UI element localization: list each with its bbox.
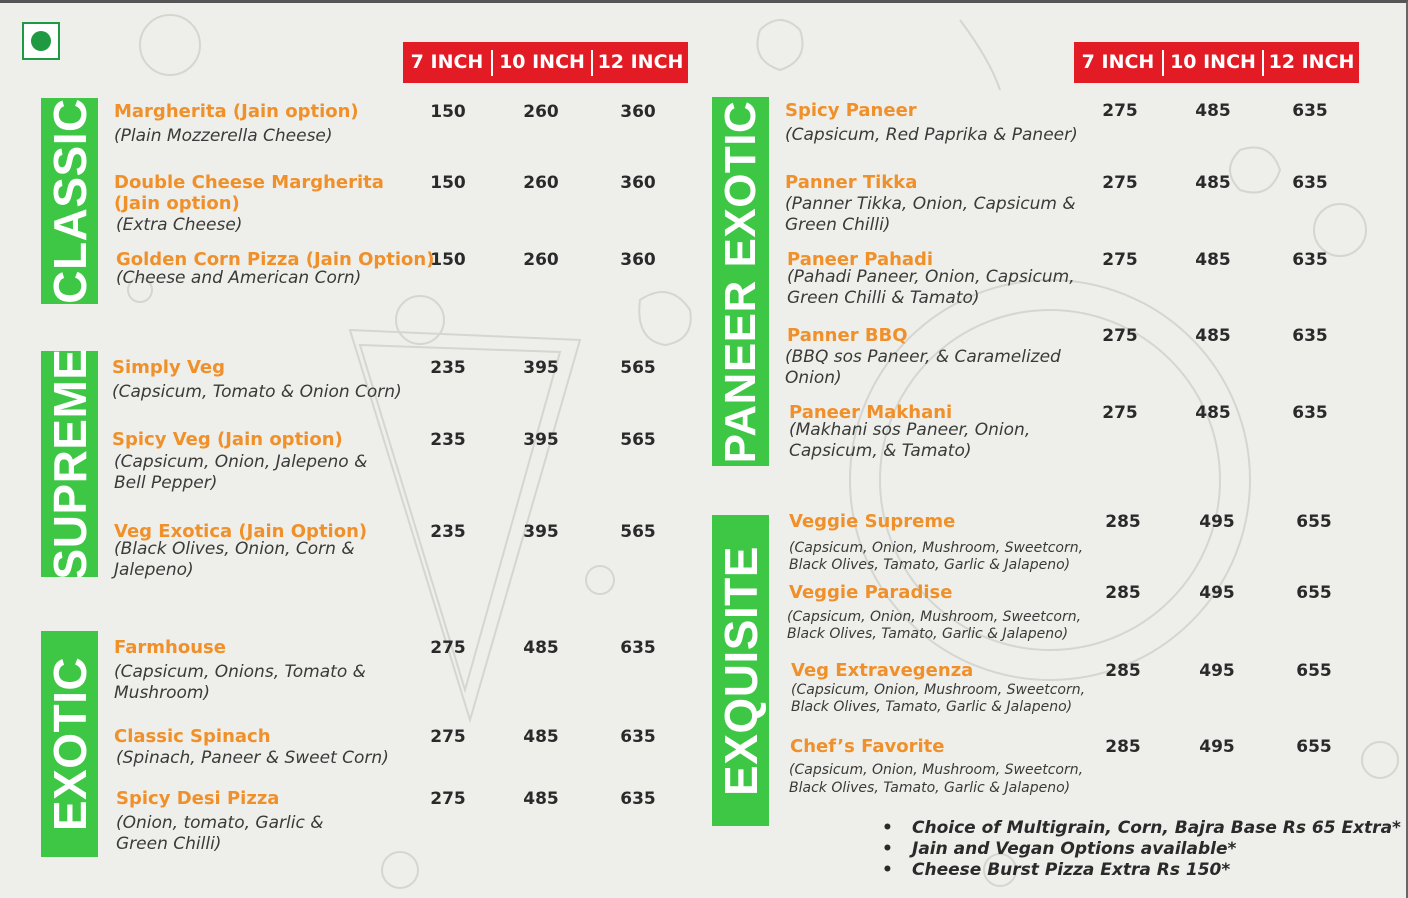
price-12: 565 bbox=[620, 522, 656, 542]
section-band-exquisite bbox=[712, 515, 769, 826]
price-10: 485 bbox=[523, 727, 559, 747]
price-7: 285 bbox=[1105, 737, 1141, 757]
footnote-item bbox=[882, 860, 1401, 881]
menu-item-desc-line2: Black Olives, Tamato, Garlic & Jalapeno) bbox=[791, 699, 1073, 715]
menu-item-name: Double Cheese Margherita bbox=[114, 172, 384, 193]
menu-item-desc: (Black Olives, Onion, Corn & bbox=[114, 539, 355, 559]
menu-item-name: Classic Spinach bbox=[114, 726, 271, 747]
price-10: 395 bbox=[523, 358, 559, 378]
menu-item-name: Veg Exotica (Jain Option) bbox=[114, 521, 368, 542]
size-label-10: 10 INCH bbox=[1170, 51, 1256, 73]
veg-mark-icon bbox=[22, 22, 60, 60]
size-label-12: 12 INCH bbox=[597, 51, 684, 73]
footnote-item bbox=[882, 839, 1401, 860]
footnote-text: Cheese Burst Pizza Extra Rs 150* bbox=[912, 860, 1231, 880]
menu-item-desc: (Panner Tikka, Onion, Capsicum & bbox=[785, 194, 1076, 214]
menu-item-desc: (Capsicum, Tomato & Onion Corn) bbox=[112, 382, 402, 402]
menu-item-desc: (Capsicum, Red Paprika & Paneer) bbox=[785, 125, 1078, 145]
size-label-10: 10 INCH bbox=[499, 51, 585, 73]
section-band-paneer-exotic bbox=[712, 97, 769, 466]
menu-item-desc-line2: Green Chilli & Tamato) bbox=[787, 288, 980, 308]
footnote-text: Choice of Multigrain, Corn, Bajra Base Rs 65 Extra* bbox=[912, 818, 1401, 838]
price-12: 360 bbox=[620, 173, 656, 193]
menu-item-name: Veggie Supreme bbox=[789, 511, 956, 532]
size-header-right bbox=[1074, 42, 1359, 83]
section-title-exotic: EXOTIC bbox=[43, 656, 96, 832]
price-12: 565 bbox=[620, 430, 656, 450]
price-10: 485 bbox=[1195, 403, 1231, 423]
price-7: 275 bbox=[430, 727, 466, 747]
menu-item-name: Spicy Desi Pizza bbox=[116, 788, 280, 809]
menu-item-desc-line2: Black Olives, Tamato, Garlic & Jalapeno) bbox=[787, 626, 1069, 642]
price-12: 655 bbox=[1296, 661, 1332, 681]
menu-item-name: Simply Veg bbox=[112, 357, 225, 378]
price-7: 285 bbox=[1105, 661, 1141, 681]
size-label-12: 12 INCH bbox=[1268, 51, 1355, 73]
menu-item-desc: (Makhani sos Paneer, Onion, bbox=[789, 420, 1031, 440]
menu-item-name: Veg Extravegenza bbox=[791, 660, 974, 681]
price-10: 495 bbox=[1199, 661, 1235, 681]
menu-item-desc: (BBQ sos Paneer, & Caramelized bbox=[785, 347, 1061, 367]
bullet-icon: • bbox=[882, 839, 893, 859]
price-12: 635 bbox=[1292, 250, 1328, 270]
menu-item-name: Panner Tikka bbox=[785, 172, 918, 193]
menu-item-desc-line2: Green Chilli) bbox=[785, 215, 891, 235]
section-band-supreme bbox=[41, 348, 98, 580]
section-title-paneer-exotic: PANEER EXOTIC bbox=[715, 100, 765, 463]
menu-item-desc-line2: Capsicum, & Tamato) bbox=[789, 441, 972, 461]
price-10: 485 bbox=[523, 638, 559, 658]
price-10: 495 bbox=[1199, 737, 1235, 757]
menu-item-name-line2: (Jain option) bbox=[114, 193, 240, 214]
price-12: 635 bbox=[620, 727, 656, 747]
price-10: 485 bbox=[523, 789, 559, 809]
price-10: 495 bbox=[1199, 512, 1235, 532]
menu-item-name: Veggie Paradise bbox=[789, 582, 953, 603]
menu-item-name: Golden Corn Pizza (Jain Option) bbox=[116, 249, 435, 270]
price-7: 235 bbox=[430, 522, 466, 542]
price-12: 565 bbox=[620, 358, 656, 378]
menu-item-name: Farmhouse bbox=[114, 637, 226, 658]
price-12: 360 bbox=[620, 250, 656, 270]
size-label-7: 7 INCH bbox=[410, 51, 484, 73]
price-10: 495 bbox=[1199, 583, 1235, 603]
menu-item-desc-line2: Black Olives, Tamato, Garlic & Jalapeno) bbox=[789, 557, 1071, 573]
price-12: 635 bbox=[1292, 173, 1328, 193]
price-12: 635 bbox=[1292, 403, 1328, 423]
price-10: 260 bbox=[523, 250, 559, 270]
menu-item-name: Paneer Pahadi bbox=[787, 249, 934, 270]
price-10: 485 bbox=[1195, 326, 1231, 346]
price-10: 485 bbox=[1195, 173, 1231, 193]
section-band-classic bbox=[41, 98, 98, 304]
menu-item-desc: (Extra Cheese) bbox=[116, 215, 243, 235]
price-10: 395 bbox=[523, 430, 559, 450]
price-12: 635 bbox=[1292, 326, 1328, 346]
menu-item-desc-line2: Mushroom) bbox=[114, 683, 211, 703]
bullet-icon: • bbox=[882, 818, 893, 838]
price-7: 275 bbox=[1102, 326, 1138, 346]
menu-item-desc: (Capsicum, Onion, Mushroom, Sweetcorn, bbox=[789, 540, 1084, 556]
price-10: 485 bbox=[1195, 250, 1231, 270]
menu-item-desc: (Cheese and American Corn) bbox=[116, 268, 362, 288]
menu-item-desc: (Capsicum, Onions, Tomato & bbox=[114, 662, 366, 682]
menu-item-desc-line2: Onion) bbox=[785, 368, 842, 388]
price-12: 655 bbox=[1296, 583, 1332, 603]
menu-item-desc-line2: Jalepeno) bbox=[114, 560, 194, 580]
menu-item-desc: (Plain Mozzerella Cheese) bbox=[114, 126, 333, 146]
price-7: 275 bbox=[430, 789, 466, 809]
bullet-icon: • bbox=[882, 860, 893, 880]
menu-item-name: Margherita (Jain option) bbox=[114, 101, 359, 122]
price-7: 285 bbox=[1105, 583, 1141, 603]
menu-item-name: Spicy Veg (Jain option) bbox=[112, 429, 343, 450]
menu-item-desc-line2: Black Olives, Tamato, Garlic & Jalapeno) bbox=[789, 780, 1071, 796]
footnote-item bbox=[882, 818, 1401, 839]
section-title-exquisite: EXQUISITE bbox=[714, 545, 767, 796]
menu-item-desc: (Capsicum, Onion, Mushroom, Sweetcorn, bbox=[787, 609, 1082, 625]
price-7: 275 bbox=[1102, 101, 1138, 121]
price-10: 395 bbox=[523, 522, 559, 542]
menu-item-desc-line2: Bell Pepper) bbox=[114, 473, 218, 493]
price-12: 635 bbox=[620, 789, 656, 809]
price-7: 275 bbox=[430, 638, 466, 658]
menu-item-desc: (Spinach, Paneer & Sweet Corn) bbox=[116, 748, 389, 768]
section-title-supreme: SUPREME bbox=[43, 348, 96, 580]
menu-item-name: Chef’s Favorite bbox=[790, 736, 945, 757]
price-7: 150 bbox=[430, 173, 466, 193]
price-10: 260 bbox=[523, 173, 559, 193]
menu-item-desc-line2: Green Chilli) bbox=[116, 834, 222, 854]
price-12: 655 bbox=[1296, 737, 1332, 757]
menu-item-name: Paneer Makhani bbox=[789, 402, 953, 423]
price-7: 150 bbox=[430, 102, 466, 122]
price-7: 235 bbox=[430, 358, 466, 378]
section-title-classic: CLASSIC bbox=[43, 98, 96, 304]
price-12: 655 bbox=[1296, 512, 1332, 532]
footnote-text: Jain and Vegan Options available* bbox=[912, 839, 1237, 859]
price-10: 485 bbox=[1195, 101, 1231, 121]
size-label-7: 7 INCH bbox=[1081, 51, 1155, 73]
price-10: 260 bbox=[523, 102, 559, 122]
price-7: 275 bbox=[1102, 173, 1138, 193]
size-header-left bbox=[403, 42, 688, 83]
price-12: 360 bbox=[620, 102, 656, 122]
menu-item-name: Panner BBQ bbox=[787, 325, 908, 346]
price-7: 150 bbox=[430, 250, 466, 270]
menu-item-desc: (Capsicum, Onion, Jalepeno & bbox=[114, 452, 368, 472]
menu-item-desc: (Onion, tomato, Garlic & bbox=[116, 813, 324, 833]
menu-item-desc: (Pahadi Paneer, Onion, Capsicum, bbox=[787, 267, 1075, 287]
section-band-exotic bbox=[41, 631, 98, 857]
price-12: 635 bbox=[620, 638, 656, 658]
price-7: 235 bbox=[430, 430, 466, 450]
price-12: 635 bbox=[1292, 101, 1328, 121]
price-7: 285 bbox=[1105, 512, 1141, 532]
menu-item-name: Spicy Paneer bbox=[785, 100, 917, 121]
menu-item-desc: (Capsicum, Onion, Mushroom, Sweetcorn, bbox=[789, 762, 1084, 778]
price-7: 275 bbox=[1102, 250, 1138, 270]
price-7: 275 bbox=[1102, 403, 1138, 423]
menu-item-desc: (Capsicum, Onion, Mushroom, Sweetcorn, bbox=[791, 682, 1086, 698]
footnotes bbox=[882, 818, 1401, 881]
